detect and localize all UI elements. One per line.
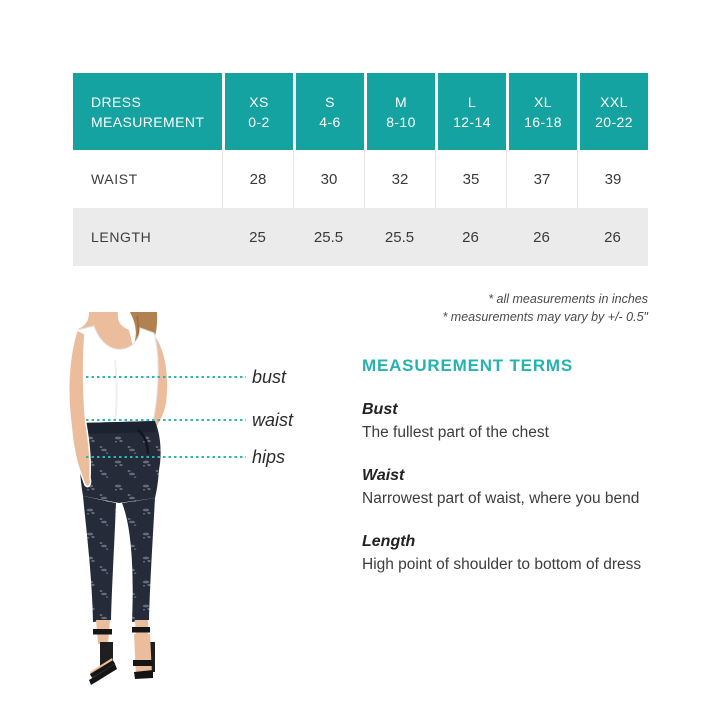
range-m: 8-10 [386, 113, 416, 130]
table-row-length [73, 208, 648, 266]
waist-value-l: 35 [435, 150, 506, 208]
hips-label: hips [252, 447, 286, 467]
waist-value-xl: 37 [506, 150, 577, 208]
measurement-terms-title: MEASUREMENT TERMS [362, 356, 573, 375]
waist-value-m: 32 [364, 150, 435, 208]
header-cell-s [293, 73, 364, 150]
header-cell-xs [222, 73, 293, 150]
pants-right-leg [122, 498, 155, 622]
size-chart-header-row [73, 73, 648, 150]
length-value-xxl: 26 [577, 208, 648, 266]
header-label-line2: MEASUREMENT [91, 113, 205, 130]
term-def-waist: Narrowest part of waist, where you bend [362, 490, 640, 507]
length-value-m: 25.5 [364, 208, 435, 266]
right-foot [134, 634, 152, 676]
measurement-terms-section [362, 356, 662, 574]
hips-measure-line [86, 456, 246, 458]
range-xxl: 20-22 [595, 113, 633, 130]
header-cell-xxl [577, 73, 648, 150]
term-name-length: Length [362, 533, 416, 550]
note-variance: * measurements may vary by +/- 0.5" [442, 310, 648, 324]
waist-value-xxl: 39 [577, 150, 648, 208]
header-cell-dress-measurement [73, 73, 222, 150]
bust-measure-line [86, 376, 246, 378]
size-m: M [394, 93, 408, 110]
header-label-line1: DRESS [91, 93, 142, 110]
length-value-xs: 25 [222, 208, 293, 266]
waist-value-s: 30 [293, 150, 364, 208]
size-xs: XS [249, 93, 269, 110]
term-item-waist [362, 466, 662, 508]
range-xl: 16-18 [524, 113, 562, 130]
note-inches: * all measurements in inches [488, 292, 648, 306]
term-def-length: High point of shoulder to bottom of dress [362, 556, 642, 573]
header-cell-xl [506, 73, 577, 150]
header-cell-m [364, 73, 435, 150]
bust-label: bust [252, 367, 287, 387]
term-name-bust: Bust [362, 401, 398, 418]
waist-label: waist [252, 410, 294, 430]
length-value-s: 25.5 [293, 208, 364, 266]
term-item-bust [362, 400, 662, 442]
waist-value-xs: 28 [222, 150, 293, 208]
row-label-length: LENGTH [73, 208, 222, 266]
range-xs: 0-2 [248, 113, 270, 130]
term-name-waist: Waist [362, 467, 405, 484]
header-cell-l [435, 73, 506, 150]
measurement-notes [442, 290, 648, 326]
term-def-bust: The fullest part of the chest [362, 424, 549, 441]
right-toe-strap [133, 660, 153, 666]
table-row-waist [73, 150, 648, 208]
right-ankle-strap [132, 627, 150, 633]
model-photo [55, 312, 255, 692]
size-xl: XL [534, 93, 552, 110]
range-s: 4-6 [319, 113, 341, 130]
length-value-l: 26 [435, 208, 506, 266]
waist-measure-line [86, 419, 246, 421]
range-l: 12-14 [453, 113, 491, 130]
pants-left-leg [83, 496, 116, 622]
row-label-waist: WAIST [73, 150, 222, 208]
size-s: S [325, 93, 335, 110]
term-item-length [362, 532, 662, 574]
size-xxl: XXL [600, 93, 628, 110]
size-chart-table [73, 73, 648, 266]
left-ankle-strap [93, 629, 112, 635]
pants-waistband [79, 421, 156, 434]
length-value-xl: 26 [506, 208, 577, 266]
size-l: L [467, 93, 477, 110]
